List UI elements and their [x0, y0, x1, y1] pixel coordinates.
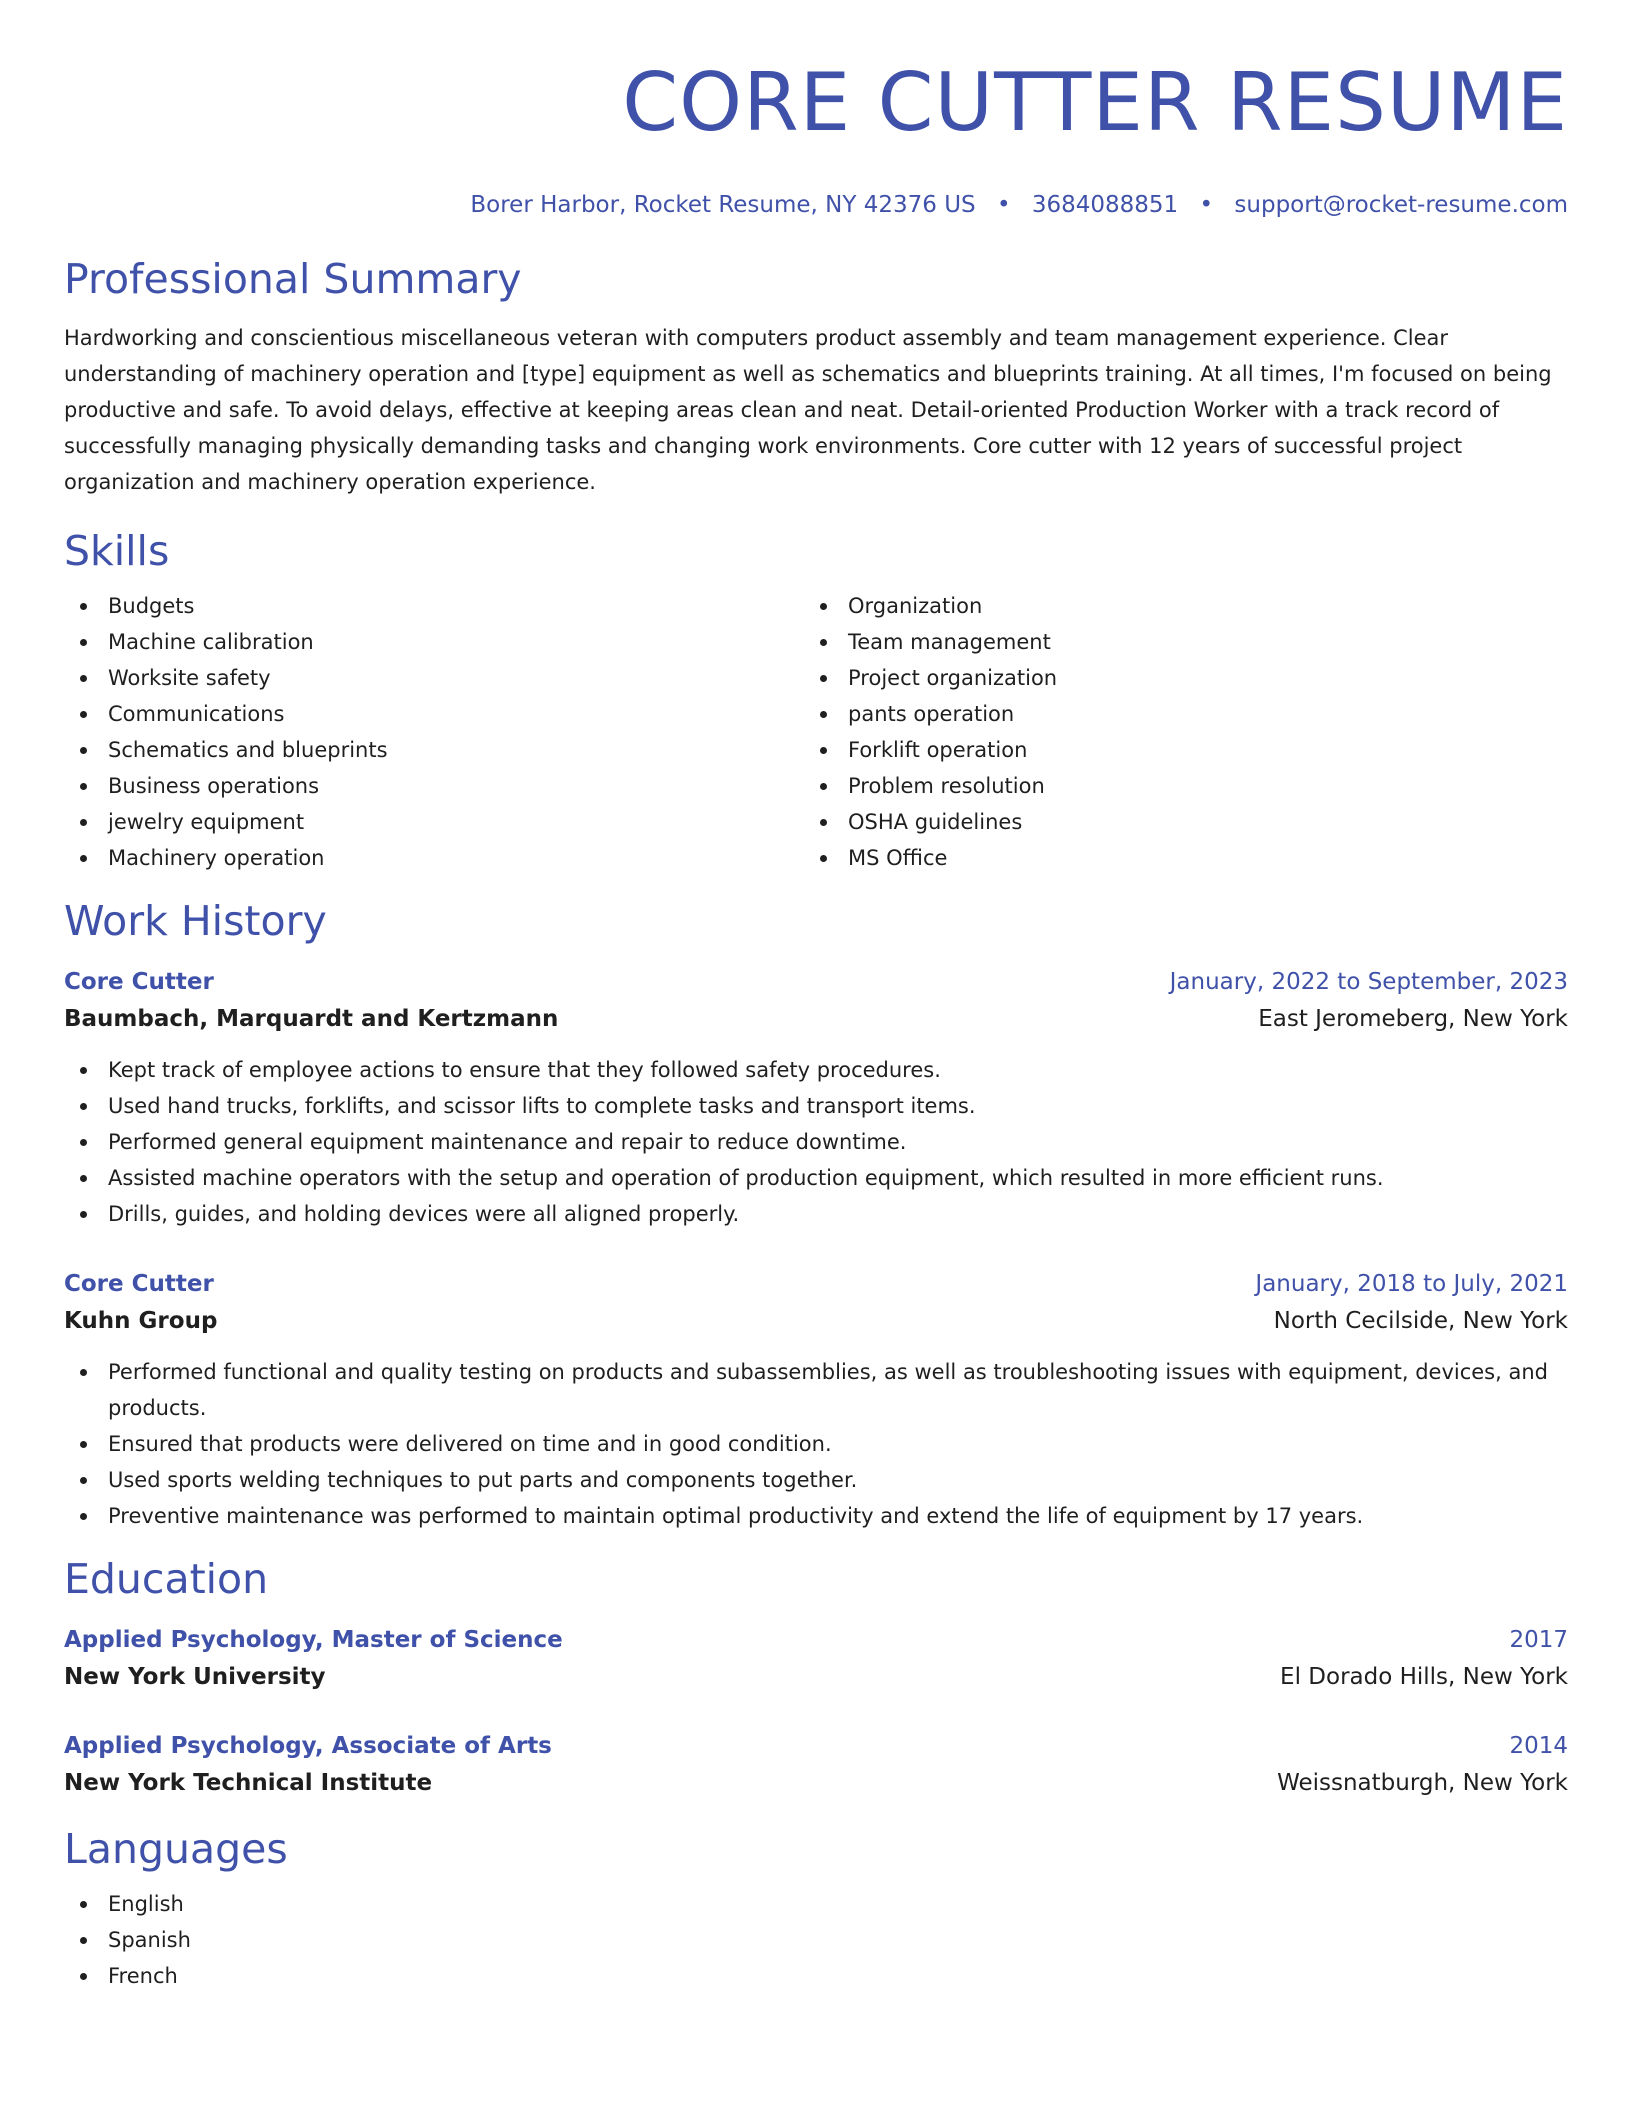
contact-separator: •	[1199, 192, 1214, 218]
job-duties-list	[64, 1354, 1568, 1534]
skills-section	[64, 526, 1568, 876]
job-duty: Preventive maintenance was performed to maintain optimal productivity and extend the life of equipment by 17 years.	[64, 1498, 1568, 1534]
skills-column-right	[804, 588, 1544, 876]
job-entry	[64, 1266, 1568, 1534]
education-degree: Applied Psychology, Associate of Arts	[64, 1733, 552, 1759]
job-header-row	[64, 964, 1568, 1000]
skill-item: Machine calibration	[64, 624, 804, 660]
section-title-skills: Skills	[64, 527, 170, 575]
job-duties-list	[64, 1052, 1568, 1232]
education-school: New York University	[64, 1664, 326, 1690]
job-role: Core Cutter	[64, 1271, 214, 1297]
language-item: Spanish	[64, 1922, 1568, 1958]
education-section	[64, 1554, 1568, 1802]
education-school: New York Technical Institute	[64, 1770, 433, 1796]
skills-grid	[64, 588, 1568, 876]
job-location: North Cecilside, New York	[1273, 1308, 1568, 1334]
summary-text: Hardworking and conscientious miscellaneous veteran with computers product assembly and team management experience. Clear understanding of machinery operation and [type] equipment as well as schematics and blueprints training. At all times, I'm focused on being productive and safe. To avoid delays, effective at keeping areas clean and neat. Detail-oriented Production Worker with a track record of successfully managing physically demanding tasks and changing work environments. Core cutter with 12 years of successful project organization and machinery operation experience.	[64, 326, 1552, 494]
work-history-section	[64, 896, 1568, 1534]
skill-item: Project organization	[804, 660, 1544, 696]
job-dates: January, 2018 to July, 2021	[1255, 1271, 1568, 1297]
contact-phone: 3684088851	[1031, 192, 1179, 218]
job-duty: Kept track of employee actions to ensure that they followed safety procedures.	[64, 1052, 1568, 1088]
contact-line	[64, 190, 1568, 220]
education-entry	[64, 1728, 1568, 1802]
education-year: 2014	[1509, 1733, 1568, 1759]
education-header-row	[64, 1728, 1568, 1764]
job-company-row	[64, 1000, 1568, 1038]
skill-item: Organization	[804, 588, 1544, 624]
education-entry	[64, 1622, 1568, 1696]
job-duty: Assisted machine operators with the setup and operation of production equipment, which resulted in more efficient runs.	[64, 1160, 1568, 1196]
job-duty: Used hand trucks, forklifts, and scissor lifts to complete tasks and transport items.	[64, 1088, 1568, 1124]
skill-item: Forklift operation	[804, 732, 1544, 768]
skill-item: Worksite safety	[64, 660, 804, 696]
job-dates: January, 2022 to September, 2023	[1169, 969, 1568, 995]
contact-separator: •	[996, 192, 1011, 218]
resume-header	[64, 0, 1568, 220]
job-duty: Performed functional and quality testing on products and subassemblies, as well as troubleshooting issues with equipment, devices, and products.	[64, 1354, 1568, 1426]
skill-item: Communications	[64, 696, 804, 732]
section-title-work-history: Work History	[64, 897, 327, 945]
job-role: Core Cutter	[64, 969, 214, 995]
skill-item: Schematics and blueprints	[64, 732, 804, 768]
language-item: English	[64, 1886, 1568, 1922]
contact-address: Borer Harbor, Rocket Resume, NY 42376 US	[470, 192, 976, 218]
job-company: Baumbach, Marquardt and Kertzmann	[64, 1006, 559, 1032]
skill-item: OSHA guidelines	[804, 804, 1544, 840]
skill-item: pants operation	[804, 696, 1544, 732]
education-location: El Dorado Hills, New York	[1280, 1664, 1568, 1690]
skill-item: Team management	[804, 624, 1544, 660]
job-company: Kuhn Group	[64, 1308, 218, 1334]
education-year: 2017	[1509, 1627, 1568, 1653]
professional-summary-section	[64, 254, 1568, 500]
skill-item: Problem resolution	[804, 768, 1544, 804]
job-location: East Jeromeberg, New York	[1258, 1006, 1568, 1032]
skill-item: Machinery operation	[64, 840, 804, 876]
languages-section	[64, 1824, 1568, 1994]
education-location: Weissnatburgh, New York	[1277, 1770, 1568, 1796]
job-entry	[64, 964, 1568, 1232]
job-duty: Used sports welding techniques to put parts and components together.	[64, 1462, 1568, 1498]
resume-title: CORE CUTTER RESUME	[622, 56, 1568, 149]
language-item: French	[64, 1958, 1568, 1994]
section-title-summary: Professional Summary	[64, 255, 522, 303]
education-school-row	[64, 1764, 1568, 1802]
job-duty: Drills, guides, and holding devices were all aligned properly.	[64, 1196, 1568, 1232]
job-company-row	[64, 1302, 1568, 1340]
skill-item: Business operations	[64, 768, 804, 804]
section-title-education: Education	[64, 1555, 269, 1603]
section-title-languages: Languages	[64, 1825, 288, 1873]
education-header-row	[64, 1622, 1568, 1658]
job-duty: Performed general equipment maintenance and repair to reduce downtime.	[64, 1124, 1568, 1160]
skills-column-left	[64, 588, 804, 876]
skill-item: MS Office	[804, 840, 1544, 876]
education-school-row	[64, 1658, 1568, 1696]
skill-item: jewelry equipment	[64, 804, 804, 840]
contact-email: support@rocket-resume.com	[1234, 192, 1568, 218]
education-degree: Applied Psychology, Master of Science	[64, 1627, 563, 1653]
skill-item: Budgets	[64, 588, 804, 624]
job-duty: Ensured that products were delivered on time and in good condition.	[64, 1426, 1568, 1462]
job-header-row	[64, 1266, 1568, 1302]
languages-list	[64, 1886, 1568, 1994]
